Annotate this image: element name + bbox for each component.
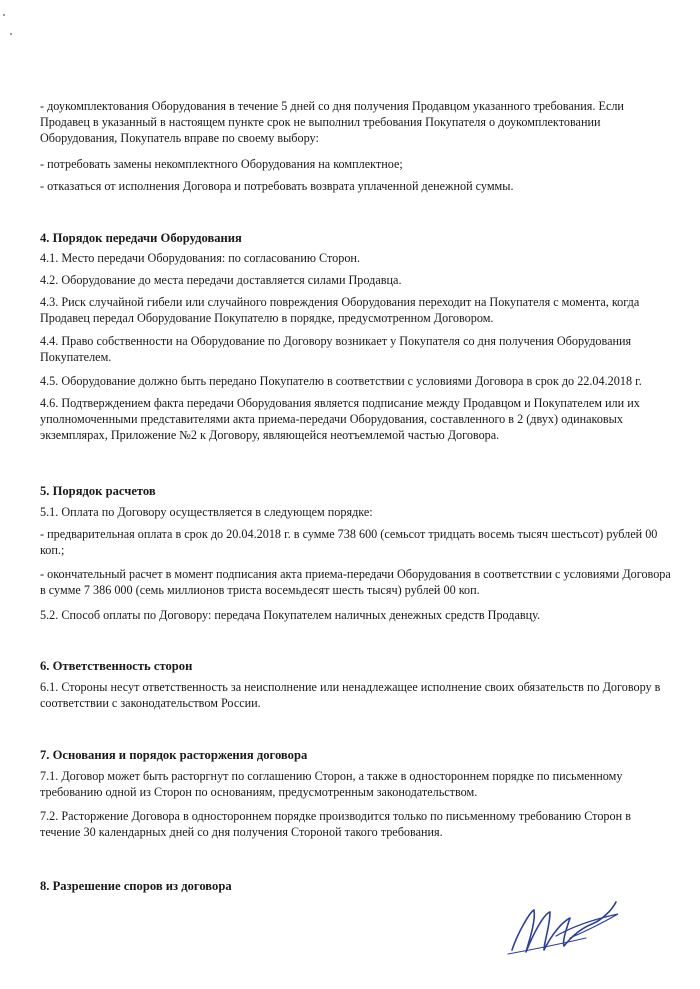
clause-6-1: 6.1. Стороны несут ответственность за неисполнение или ненадлежащее исполнение своих обязательств по Договору в соответствии с законодательством России. (40, 680, 661, 710)
clause-4-4: 4.4. Право собственности на Оборудование по Договору возникает у Покупателя со дня получения Оборудования Покупателем. (40, 334, 632, 364)
clause-4-2: 4.2. Оборудование до места передачи доставляется силами Продавца. (40, 273, 402, 287)
section-6-title: 6. Ответственность сторон (40, 659, 193, 673)
clause-7-2: 7.2. Расторжение Договора в одностороннем порядке производится только по письменному требованию Сторон в течение 30 календарных дней со дня получения Стороной такого требования. (40, 809, 631, 839)
clause-4-3: 4.3. Риск случайной гибели или случайного повреждения Оборудования переходит на Покупателя с момента, когда Продавец передал Оборудование Покупателю в порядке, предусмотренном Договором. (40, 295, 640, 325)
clause-4-1: 4.1. Место передачи Оборудования: по согласованию Сторон. (40, 251, 360, 265)
section-8-title: 8. Разрешение споров из договора (40, 879, 232, 893)
scan-speck (3, 14, 5, 16)
section-4-title: 4. Порядок передачи Оборудования (40, 231, 242, 245)
payment-prepayment: - предварительная оплата в срок до 20.04.2018 г. в сумме 738 600 (семьсот тридцать восемь тысяч шестьсот) рублей 00 коп.; (40, 527, 658, 557)
payment-final: - окончательный расчет в момент подписания акта приема-передачи Оборудования в соответствии с условиями Договора в сумме 7 386 000 (семь миллионов триста восемьдесят шесть тысяч) рублей 00 коп. (40, 567, 671, 597)
section-7-title: 7. Основания и порядок расторжения договора (40, 748, 308, 762)
signature-icon (500, 892, 630, 962)
clause-4-6: 4.6. Подтверждением факта передачи Оборудования является подписание между Продавцом и Покупателем или их уполномоченными представителями акта приема-передачи Оборудования, составленного в 2 (двух) одинаковых экземплярах, Приложение №2 к Договору, являющейся неотъемлемой частью Договора. (40, 396, 640, 442)
clause-7-1: 7.1. Договор может быть расторгнут по соглашению Сторон, а также в одностороннем порядке по письменному требованию одной из Сторон по основаниям, предусмотренным законодательством. (40, 769, 623, 799)
clause-5-2: 5.2. Способ оплаты по Договору: передача Покупателем наличных денежных средств Продавцу. (40, 608, 541, 622)
intro-paragraph-3: - отказаться от исполнения Договора и потребовать возврата уплаченной денежной суммы. (40, 179, 514, 193)
clause-5-1: 5.1. Оплата по Договору осуществляется в следующем порядке: (40, 505, 373, 519)
intro-paragraph-2: - потребовать замены некомплектного Оборудования на комплектное; (40, 157, 403, 171)
intro-paragraph-1: - доукомплектования Оборудования в течение 5 дней со дня получения Продавцом указанного требования. Если Продавец в указанный в настоящем пункте срок не выполнил требования Покупателя о доукомплектовании Оборудования, Покупатель вправе по своему выбору: (40, 99, 624, 145)
clause-4-5: 4.5. Оборудование должно быть передано Покупателю в соответствии с условиями Договора в срок до 22.04.2018 г. (40, 374, 642, 388)
section-5-title: 5. Порядок расчетов (40, 484, 156, 498)
scan-speck (10, 33, 12, 35)
